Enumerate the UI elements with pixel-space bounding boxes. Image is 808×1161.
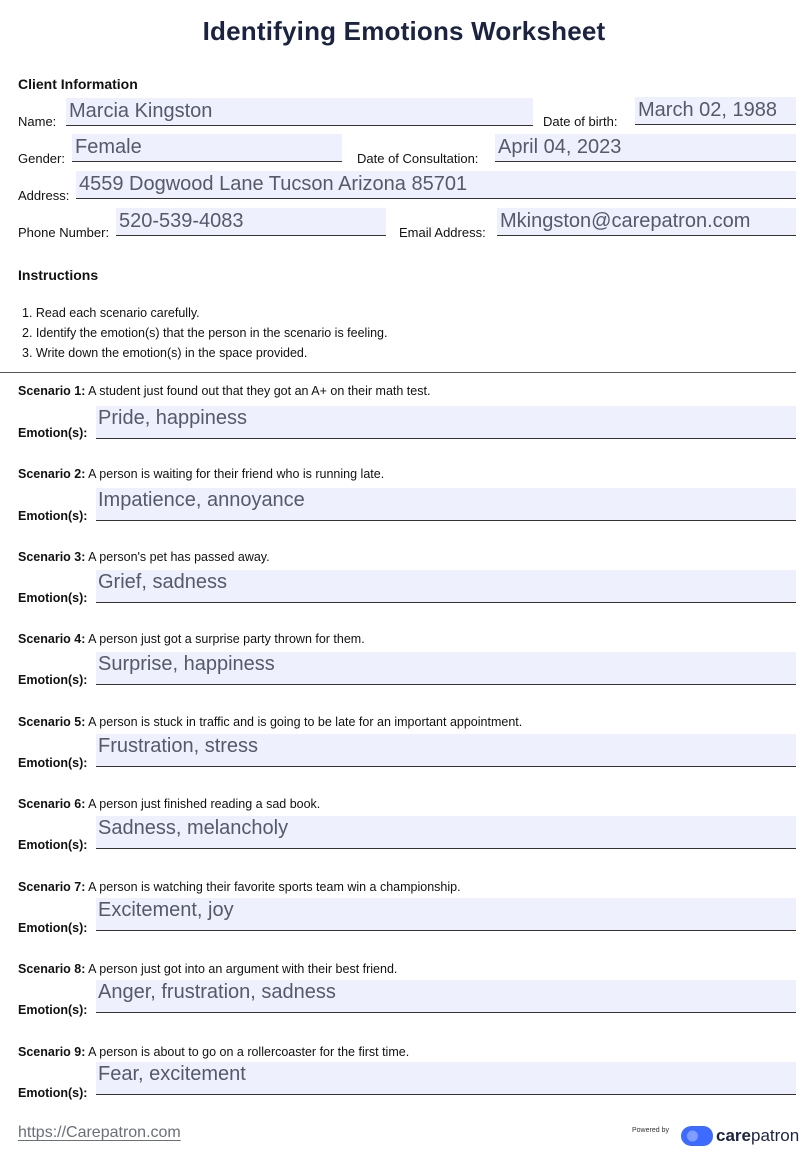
name-label: Name: [18, 114, 57, 129]
scenario-text [18, 962, 397, 976]
phone-label: Phone Number: [18, 225, 110, 240]
emotion-label: Emotion(s): [18, 591, 88, 605]
dob-label: Date of birth: [543, 114, 618, 129]
scenario-description: A person is about to go on a rollercoaster for the first time. [85, 1045, 410, 1059]
scenario-text [18, 632, 365, 646]
scenario-text [18, 797, 320, 811]
address-label: Address: [18, 188, 70, 203]
scenario-text [18, 384, 430, 398]
dob-field[interactable]: March 02, 1988 [635, 97, 796, 125]
scenario-label: Scenario 7: [18, 880, 86, 894]
instructions-heading: Instructions [18, 267, 99, 283]
scenario-label: Scenario 3: [18, 550, 86, 564]
gender-label: Gender: [18, 151, 65, 166]
consultation-date-label: Date of Consultation: [357, 151, 479, 166]
brand-rest: patron [750, 1126, 800, 1145]
scenario-text [18, 880, 461, 894]
emotion-label: Emotion(s): [18, 426, 88, 440]
email-field[interactable]: Mkingston@carepatron.com [497, 208, 796, 236]
scenario-label: Scenario 6: [18, 797, 86, 811]
instruction-item: 3. Write down the emotion(s) in the space provided. [22, 346, 308, 360]
emotion-field[interactable]: Pride, happiness [96, 406, 796, 439]
client-info-heading: Client Information [18, 76, 138, 92]
emotion-label: Emotion(s): [18, 509, 88, 523]
scenario-text [18, 467, 384, 481]
emotion-label: Emotion(s): [18, 756, 88, 770]
scenario-label: Scenario 1: [18, 384, 86, 398]
emotion-field[interactable]: Grief, sadness [96, 570, 796, 603]
instruction-item: 1. Read each scenario carefully. [22, 306, 200, 320]
scenario-description: A person is watching their favorite sports team win a championship. [85, 880, 461, 894]
scenario-description: A person is stuck in traffic and is going to be late for an important appointment. [85, 715, 523, 729]
scenario-description: A person's pet has passed away. [85, 550, 270, 564]
scenario-label: Scenario 9: [18, 1045, 86, 1059]
name-field[interactable]: Marcia Kingston [66, 98, 533, 126]
phone-field[interactable]: 520-539-4083 [116, 208, 386, 236]
scenario-label: Scenario 4: [18, 632, 86, 646]
scenario-text [18, 1045, 409, 1059]
powered-by-label: Powered by [632, 1127, 669, 1134]
scenario-description: A student just found out that they got an A+ on their math test. [85, 384, 431, 398]
emotion-field[interactable]: Excitement, joy [96, 898, 796, 931]
emotion-label: Emotion(s): [18, 921, 88, 935]
scenario-text [18, 715, 522, 729]
scenario-description: A person just finished reading a sad book. [85, 797, 321, 811]
emotion-label: Emotion(s): [18, 1086, 88, 1100]
consultation-date-field[interactable]: April 04, 2023 [495, 134, 796, 162]
instruction-item: 2. Identify the emotion(s) that the person in the scenario is feeling. [22, 326, 388, 340]
section-divider [0, 372, 796, 373]
emotion-label: Emotion(s): [18, 673, 88, 687]
scenario-text [18, 550, 270, 564]
emotion-field[interactable]: Anger, frustration, sadness [96, 980, 796, 1013]
emotion-field[interactable]: Fear, excitement [96, 1062, 796, 1095]
emotion-field[interactable]: Impatience, annoyance [96, 488, 796, 521]
scenario-label: Scenario 2: [18, 467, 86, 481]
email-label: Email Address: [399, 225, 486, 240]
scenario-description: A person just got into an argument with their best friend. [85, 962, 398, 976]
emotion-field[interactable]: Surprise, happiness [96, 652, 796, 685]
carepatron-logo-icon [680, 1124, 714, 1148]
address-field[interactable]: 4559 Dogwood Lane Tucson Arizona 85701 [76, 171, 796, 199]
scenario-description: A person just got a surprise party thrown for them. [85, 632, 365, 646]
scenario-label: Scenario 8: [18, 962, 86, 976]
emotion-field[interactable]: Frustration, stress [96, 734, 796, 767]
emotion-field[interactable]: Sadness, melancholy [96, 816, 796, 849]
page-title: Identifying Emotions Worksheet [202, 16, 606, 46]
emotion-label: Emotion(s): [18, 1003, 88, 1017]
brand-bold: care [716, 1126, 751, 1145]
emotion-label: Emotion(s): [18, 838, 88, 852]
carepatron-wordmark [716, 1126, 799, 1146]
scenario-description: A person is waiting for their friend who is running late. [85, 467, 385, 481]
carepatron-link[interactable]: https://Carepatron.com [18, 1124, 181, 1141]
gender-field[interactable]: Female [72, 134, 342, 162]
scenario-label: Scenario 5: [18, 715, 86, 729]
